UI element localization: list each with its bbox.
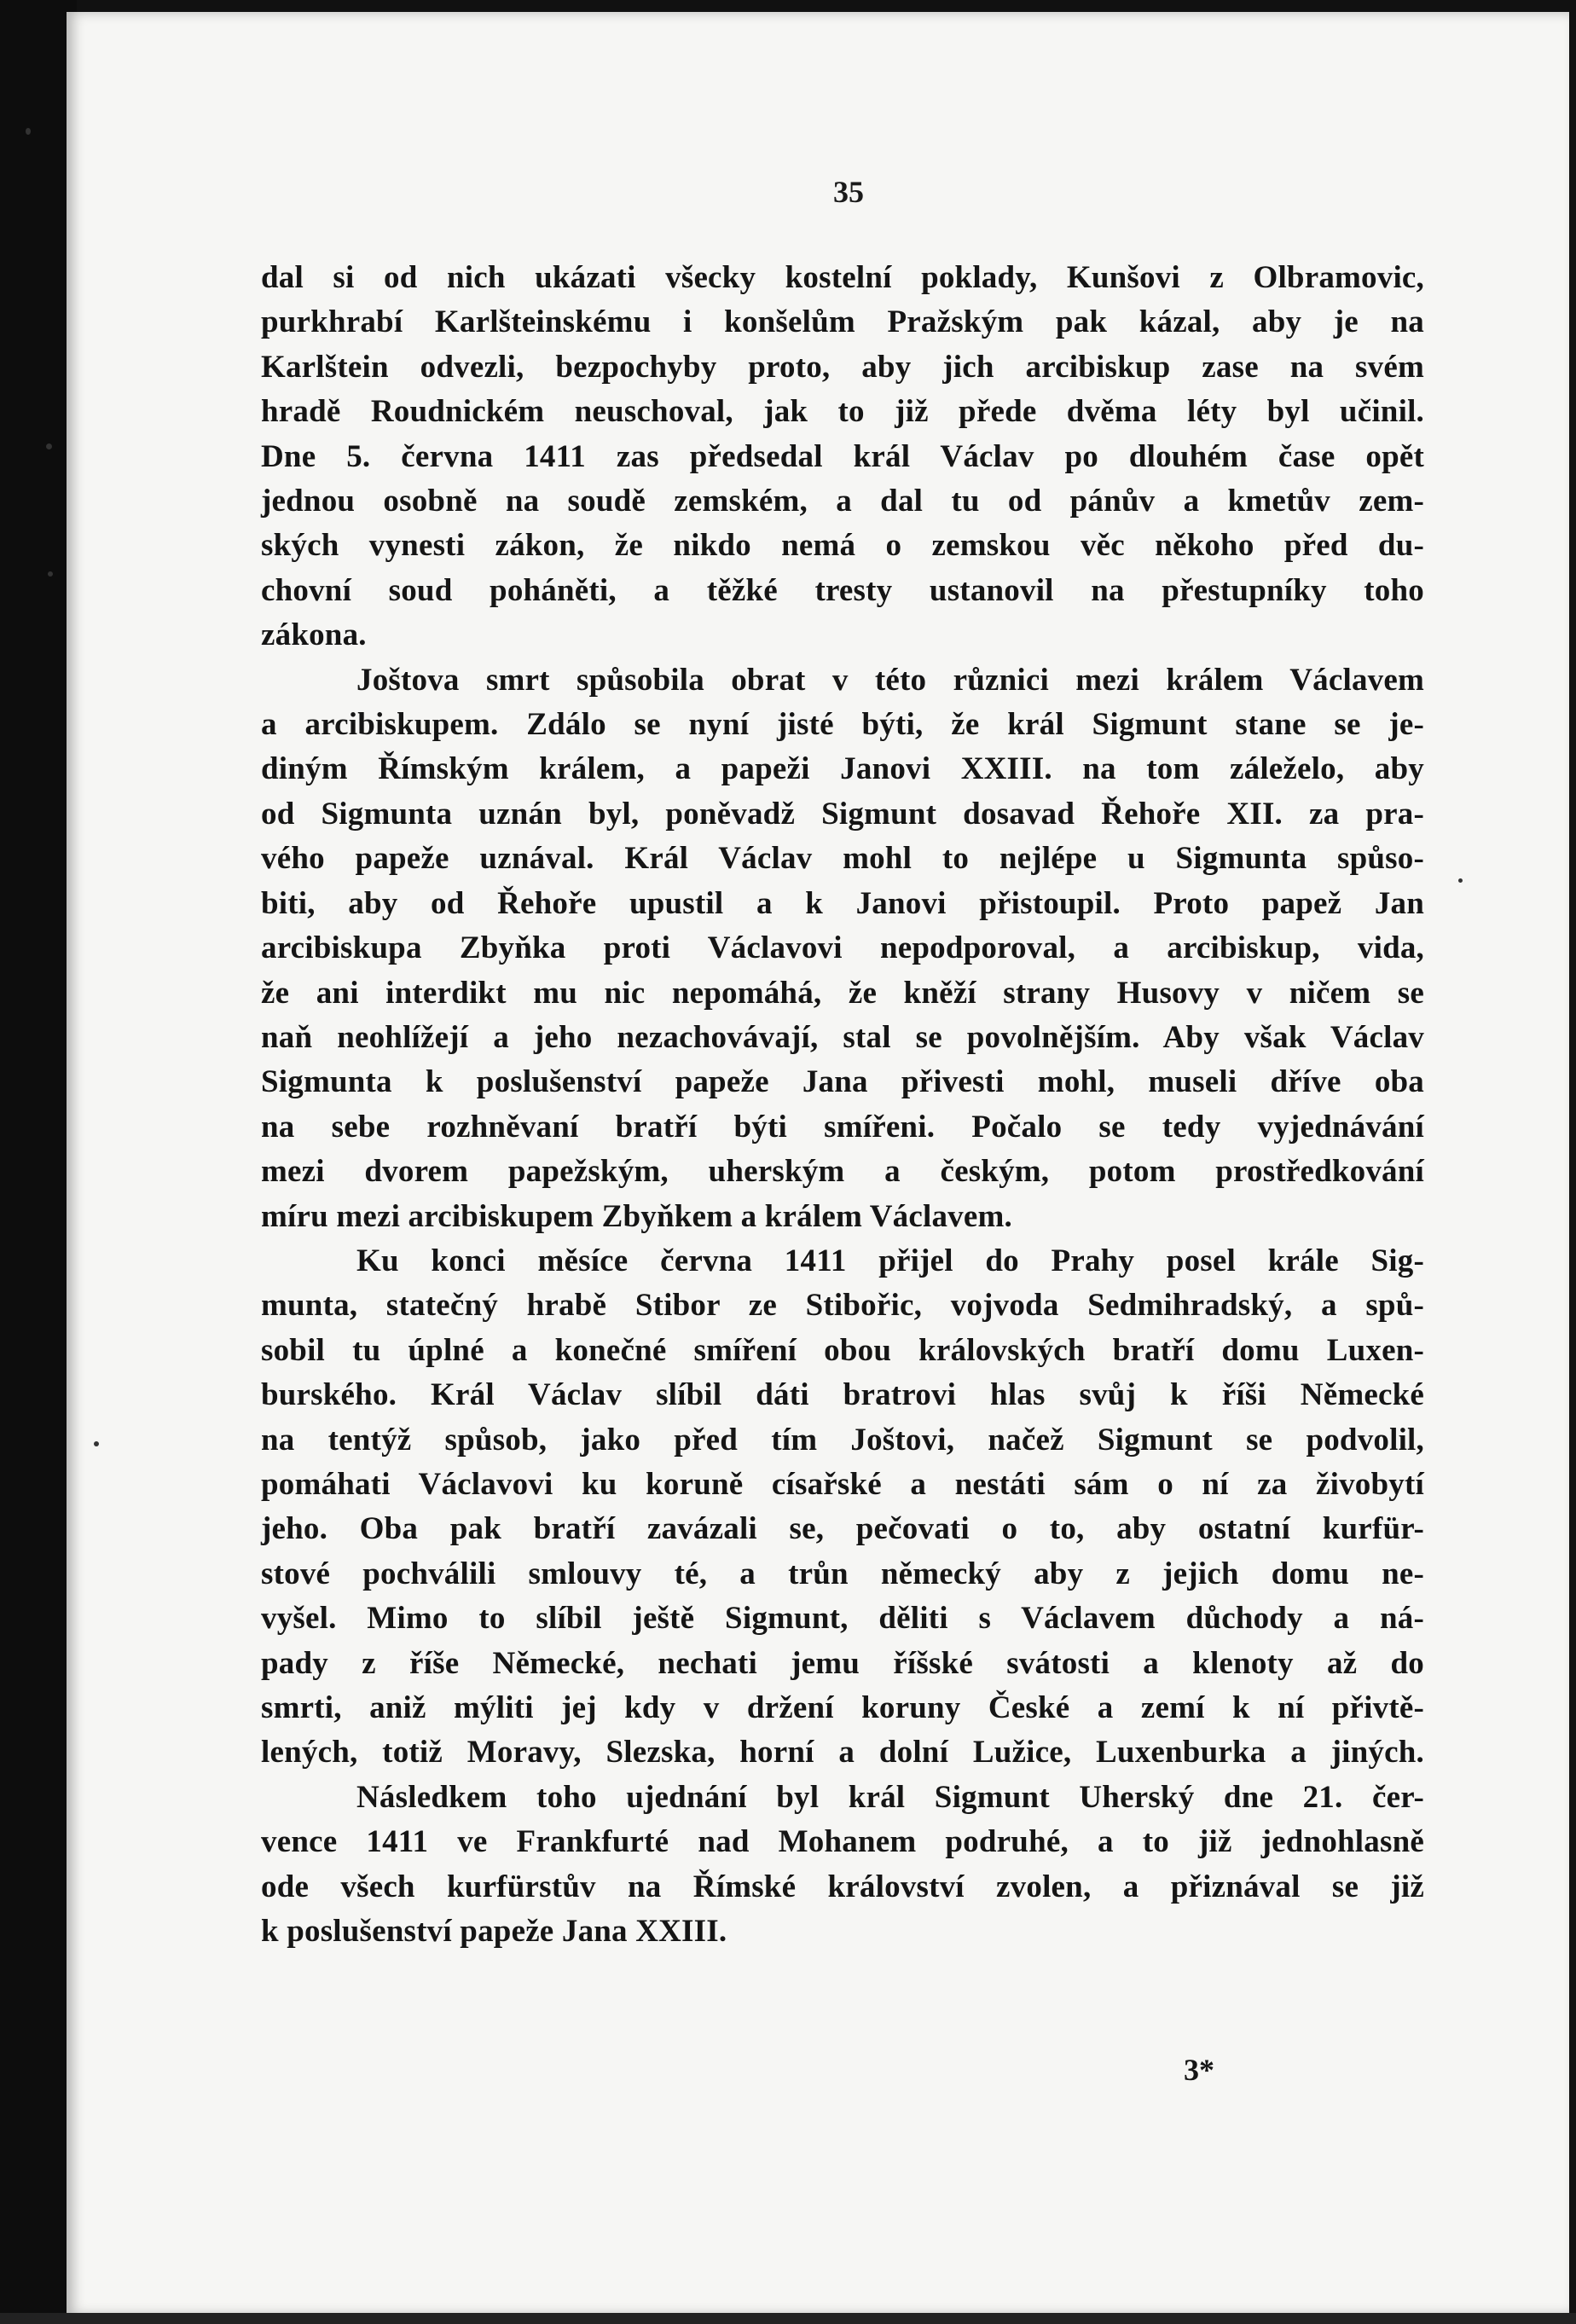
text-line: od Sigmunta uznán byl, poněvadž Sigmunt dosavad Řehoře XII. za pra- [261, 796, 1424, 832]
page-number: 35 [833, 175, 864, 209]
text-line: k poslušenství papeže Jana XXIII. [261, 1914, 727, 1950]
text-line: jednou osobně na soudě zemském, a dal tu od pánův a kmetův zem- [261, 484, 1424, 519]
text-line: na tentýž spůsob, jako před tím Joštovi, načež Sigmunt se podvolil, [261, 1422, 1424, 1458]
text-line: vence 1411 ve Frankfurté nad Mohanem podruhé, a to již jednohlasně [261, 1824, 1424, 1860]
paragraph-2 [261, 658, 1424, 1239]
text-line: míru mezi arcibiskupem Zbyňkem a králem Václavem. [261, 1198, 1012, 1234]
book-page [67, 12, 1569, 2315]
text-line: hradě Roudnickém neuschoval, jak to již přede dvěma léty byl učinil. [261, 394, 1424, 430]
text-line: arcibiskupa Zbyňka proti Václavovi nepodporoval, a arcibiskup, vida, [261, 930, 1424, 966]
text-line: ských vynesti zákon, že nikdo nemá o zemskou věc někoho před du- [261, 528, 1424, 564]
text-line: vého papeže uznával. Král Václav mohl to nejlépe u Sigmunta spůso- [261, 841, 1424, 877]
text-line: smrti, aniž mýliti jej kdy v držení koruny České a zemí k ní přivtě- [261, 1690, 1424, 1725]
scan-dust-mark [26, 128, 31, 135]
signature-mark: 3* [1184, 2053, 1214, 2087]
paragraph-3 [261, 1239, 1424, 1776]
scan-dust-mark [46, 443, 52, 449]
text-line: Následkem toho ujednání byl král Sigmunt Uherský dne 21. čer- [356, 1779, 1424, 1815]
text-line: Karlštein odvezli, bezpochyby proto, aby jich arcibiskup zase na svém [261, 349, 1424, 385]
text-line: zákona. [261, 617, 367, 653]
scan-dust-mark [1458, 878, 1463, 883]
text-line: munta, statečný hrabě Stibor ze Stibořic, vojvoda Sedmihradský, a spů- [261, 1288, 1424, 1324]
text-line: Joštova smrt spůsobila obrat v této různici mezi králem Václavem [356, 662, 1424, 698]
text-line: sobil tu úplné a konečné smíření obou královských bratří domu Luxen- [261, 1332, 1424, 1368]
text-line: jeho. Oba pak bratří zavázali se, pečovati o to, aby ostatní kurfür- [261, 1511, 1424, 1547]
scan-bottom-edge [0, 2313, 1576, 2324]
text-line: pomáhati Václavovi ku koruně císařské a nestáti sám o ní za živobytí [261, 1466, 1424, 1502]
text-line: ode všech kurfürstův na Římské království zvolen, a přiznával se již [261, 1869, 1424, 1904]
text-line: purkhrabí Karlšteinskému i konšelům Pražským pak kázal, aby je na [261, 304, 1424, 340]
text-line: chovní soud poháněti, a těžké tresty ustanovil na přestupníky toho [261, 572, 1424, 608]
text-line: Dne 5. června 1411 zas předsedal král Václav po dlouhém čase opět [261, 438, 1424, 474]
text-line: stové pochválili smlouvy té, a trůn německý aby z jejich domu ne- [261, 1556, 1424, 1591]
text-line: naň neohlížejí a jeho nezachovávají, stal se povolnějším. Aby však Václav [261, 1019, 1424, 1055]
text-line: biti, aby od Řehoře upustil a k Janovi přistoupil. Proto papež Jan [261, 885, 1424, 921]
paragraph-1 [261, 256, 1424, 658]
text-line: dal si od nich ukázati všecky kostelní poklady, Kunšovi z Olbramovic, [261, 260, 1424, 295]
text-line: že ani interdikt mu nic nepomáhá, že kněží strany Husovy v ničem se [261, 975, 1424, 1011]
scan-dust-mark [48, 571, 53, 577]
text-line: na sebe rozhněvaní bratří býti smířeni. Počalo se tedy vyjednávání [261, 1109, 1424, 1145]
text-line: a arcibiskupem. Zdálo se nyní jisté býti, že král Sigmunt stane se je- [261, 707, 1424, 743]
text-line: pady z říše Německé, nechati jemu říšské svátosti a klenoty až do [261, 1645, 1424, 1681]
text-line: lených, totiž Moravy, Slezska, horní a dolní Lužice, Luxenburka a jiných. [261, 1735, 1424, 1771]
scan-dust-mark [94, 1441, 99, 1446]
text-line: Ku konci měsíce června 1411 přijel do Prahy posel krále Sig- [356, 1243, 1424, 1278]
paragraph-4 [261, 1776, 1424, 1955]
text-line: burského. Král Václav slíbil dáti bratrovi hlas svůj k říši Německé [261, 1377, 1424, 1413]
text-line: diným Římským králem, a papeži Janovi XXIII. na tom záleželo, aby [261, 751, 1424, 787]
body-text [261, 256, 1424, 1954]
text-line: Sigmunta k poslušenství papeže Jana přivesti mohl, museli dříve oba [261, 1064, 1424, 1100]
text-line: vyšel. Mimo to slíbil ještě Sigmunt, děliti s Václavem důchody a ná- [261, 1601, 1424, 1637]
scan-left-edge [0, 0, 77, 2324]
text-line: mezi dvorem papežským, uherským a českým, potom prostředkování [261, 1154, 1424, 1190]
